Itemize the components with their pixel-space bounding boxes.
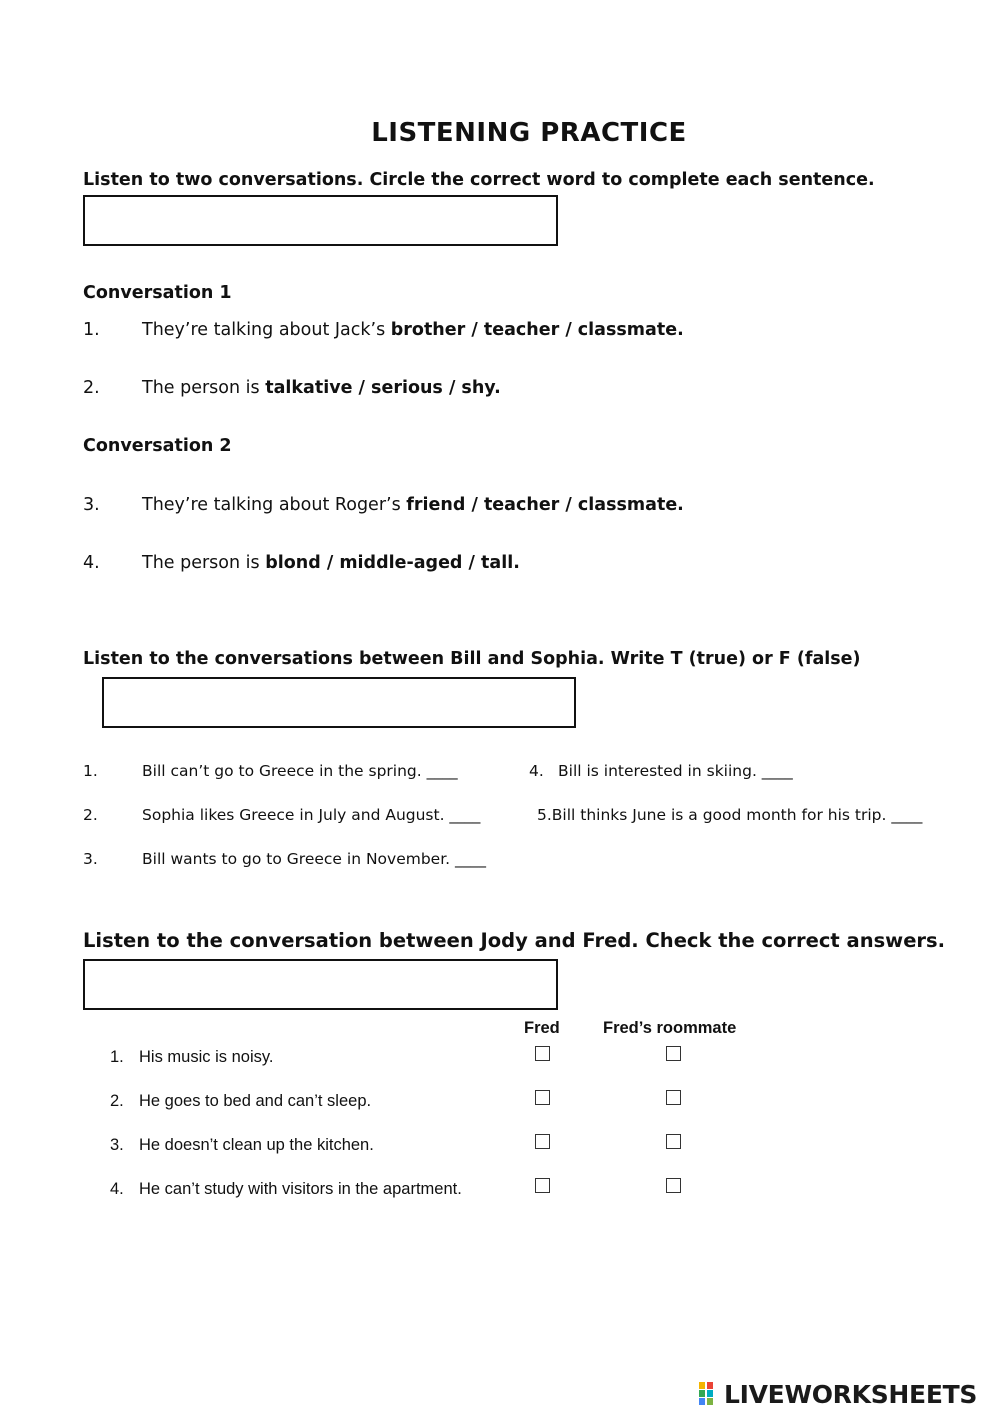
question-options[interactable]: talkative / serious / shy. xyxy=(265,378,501,398)
section1-instruction: Listen to two conversations. Circle the correct word to complete each sentence. xyxy=(83,170,875,190)
check-row-number: 4. xyxy=(110,1180,124,1198)
question-number: 4. xyxy=(83,553,100,573)
question-4: The person is blond / middle-aged / tall. xyxy=(142,553,520,573)
question-number: 1. xyxy=(83,320,100,340)
tf-number: 1. xyxy=(83,762,98,780)
tf-number: 2. xyxy=(83,806,98,824)
checkbox-roommate-4[interactable] xyxy=(666,1178,681,1193)
section2-instruction: Listen to the conversations between Bill and Sophia. Write T (true) or F (false) xyxy=(83,649,861,669)
tf-item-2[interactable]: Sophia likes Greece in July and August. ____ xyxy=(142,806,481,824)
checkbox-roommate-3[interactable] xyxy=(666,1134,681,1149)
section3-audio-box[interactable] xyxy=(83,959,558,1010)
liveworksheets-logo-icon xyxy=(698,1380,722,1408)
check-row-2: He goes to bed and can’t sleep. xyxy=(139,1092,372,1110)
question-options[interactable]: blond / middle-aged / tall. xyxy=(265,553,520,573)
tf-item-1[interactable]: Bill can’t go to Greece in the spring. ____ xyxy=(142,762,458,780)
section1-audio-box[interactable] xyxy=(83,195,558,246)
checkbox-roommate-2[interactable] xyxy=(666,1090,681,1105)
section3-instruction: Listen to the conversation between Jody and Fred. Check the correct answers. xyxy=(83,929,946,952)
tf-item-5[interactable]: 5.Bill thinks June is a good month for his trip. ____ xyxy=(537,806,923,824)
tf-item-3[interactable]: Bill wants to go to Greece in November. ____ xyxy=(142,850,487,868)
conversation2-heading: Conversation 2 xyxy=(83,436,232,456)
check-row-1: His music is noisy. xyxy=(139,1048,274,1066)
checkbox-fred-4[interactable] xyxy=(535,1178,550,1193)
tf-number: 4. xyxy=(529,762,544,780)
tf-item-4[interactable]: Bill is interested in skiing. ____ xyxy=(558,762,793,780)
checkbox-fred-3[interactable] xyxy=(535,1134,550,1149)
brand-name: LIVEWORKSHEETS xyxy=(724,1379,978,1409)
tf-number: 5. xyxy=(537,806,552,824)
check-row-number: 1. xyxy=(110,1048,124,1066)
check-row-3: He doesn’t clean up the kitchen. xyxy=(139,1136,374,1154)
conversation1-heading: Conversation 1 xyxy=(83,283,232,303)
liveworksheets-logo[interactable] xyxy=(698,1377,977,1411)
checkbox-fred-1[interactable] xyxy=(535,1046,550,1061)
tf-number: 3. xyxy=(83,850,98,868)
question-2: The person is talkative / serious / shy. xyxy=(142,378,501,398)
column-header-roommate: Fred’s roommate xyxy=(603,1019,737,1037)
check-row-number: 3. xyxy=(110,1136,124,1154)
checkbox-roommate-1[interactable] xyxy=(666,1046,681,1061)
question-number: 2. xyxy=(83,378,100,398)
page-title: LISTENING PRACTICE xyxy=(371,118,687,148)
question-1: They’re talking about Jack’s brother / teacher / classmate. xyxy=(142,320,684,340)
question-options[interactable]: brother / teacher / classmate. xyxy=(390,320,684,340)
question-options[interactable]: friend / teacher / classmate. xyxy=(406,495,684,515)
check-row-4: He can’t study with visitors in the apartment. xyxy=(139,1180,462,1198)
question-number: 3. xyxy=(83,495,100,515)
checkbox-fred-2[interactable] xyxy=(535,1090,550,1105)
column-header-fred: Fred xyxy=(524,1019,560,1037)
check-row-number: 2. xyxy=(110,1092,124,1110)
section2-audio-box[interactable] xyxy=(102,677,576,728)
question-3: They’re talking about Roger’s friend / teacher / classmate. xyxy=(142,495,684,515)
